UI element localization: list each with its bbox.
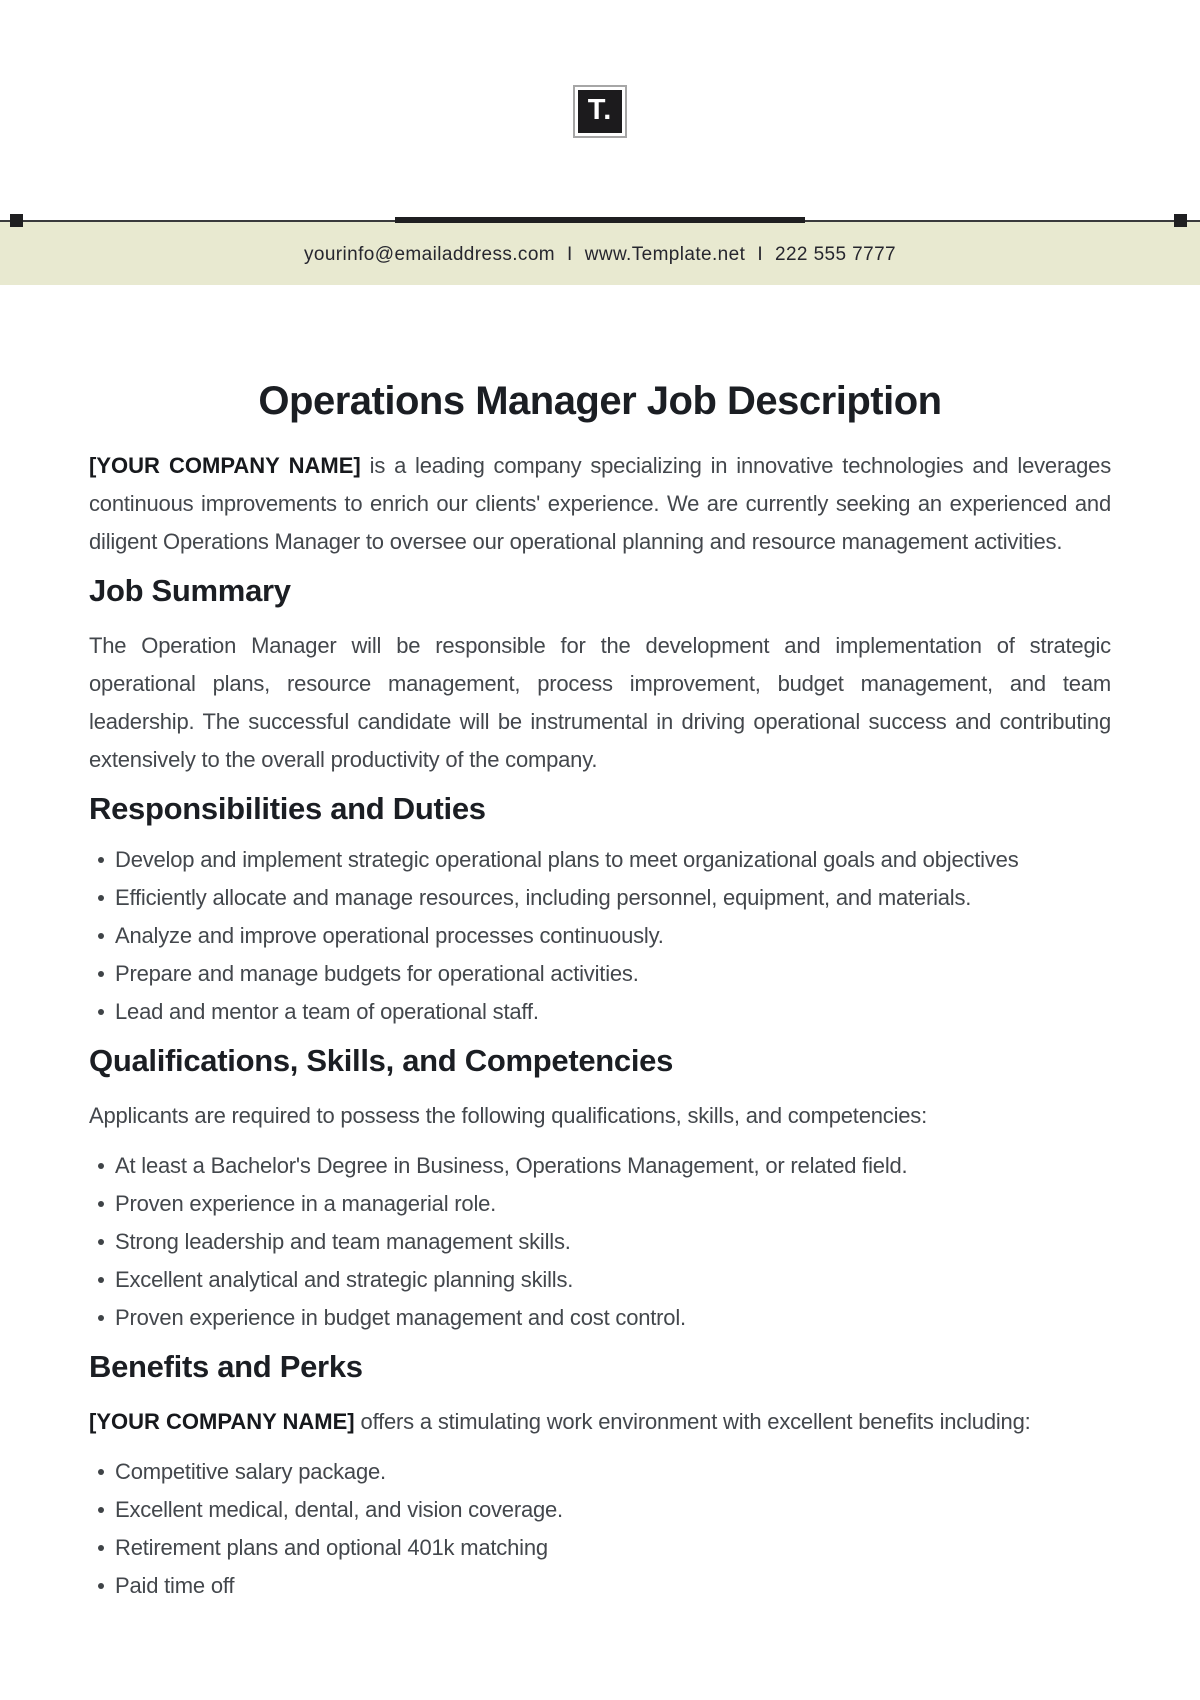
list-item: Strong leadership and team management skills. [89,1223,1111,1261]
contact-separator: I [757,243,763,265]
list-item: Lead and mentor a team of operational staff. [89,993,1111,1031]
list-item: Proven experience in a managerial role. [89,1185,1111,1223]
benefits-paragraph [89,1403,1111,1441]
job-summary-paragraph: The Operation Manager will be responsible for the development and implementation of strategic operational plans, resource management, process improvement, budget management, and team leadership. The successful candidate will be instrumental in driving operational success and contributing extensively to the overall productivity of the company. [89,633,1111,772]
qualifications-paragraph: Applicants are required to possess the following qualifications, skills, and competencies: [89,1103,928,1128]
list-item: Prepare and manage budgets for operational activities. [89,955,1111,993]
list-item: Proven experience in budget management and cost control. [89,1299,1111,1337]
header-rule-accent [395,217,805,223]
list-item: Analyze and improve operational processes continuously. [89,917,1111,955]
list-item: Efficiently allocate and manage resources, including personnel, equipment, and materials. [89,879,1111,917]
contact-email: yourinfo@emailaddress.com [303,243,556,265]
list-item: Competitive salary package. [89,1453,1111,1491]
section-heading-responsibilities: Responsibilities and Duties [89,791,486,826]
qualifications-list [89,1147,1111,1337]
benefits-text: offers a stimulating work environment with excellent benefits including: [354,1409,1031,1434]
company-name-placeholder: [YOUR COMPANY NAME] [89,1409,355,1434]
list-item: Excellent analytical and strategic planning skills. [89,1261,1111,1299]
responsibilities-list [89,841,1111,1031]
document-body [89,285,1111,1605]
contact-bar [0,220,1200,285]
contact-phone: 222 555 7777 [775,243,897,265]
brand-logo [573,85,627,138]
brand-logo-icon: T. [578,90,622,133]
intro-paragraph [89,447,1111,561]
list-item: Develop and implement strategic operational plans to meet organizational goals and objectives [89,841,1111,879]
contact-info [304,242,896,266]
list-item: Retirement plans and optional 401k matching [89,1529,1111,1567]
header-rule-square-left [10,214,23,227]
intro-text: is a leading company specializing in innovative technologies and leverages continuous improvements to enrich our clients' experience. We are currently seeking an experienced and diligent Operations Manager to oversee our operational planning and resource management activities. [89,453,1112,554]
list-item: Excellent medical, dental, and vision coverage. [89,1491,1111,1529]
benefits-list [89,1453,1111,1605]
document-title: Operations Manager Job Description [258,379,942,423]
list-item: Paid time off [89,1567,1111,1605]
section-heading-benefits: Benefits and Perks [89,1349,363,1384]
section-heading-qualifications: Qualifications, Skills, and Competencies [89,1043,674,1078]
section-heading-job-summary: Job Summary [89,573,291,608]
header-rule-square-right [1174,214,1187,227]
contact-separator: I [567,243,573,265]
company-name-placeholder: [YOUR COMPANY NAME] [89,453,361,478]
logo-container [0,85,1200,138]
list-item: At least a Bachelor's Degree in Business, Operations Management, or related field. [89,1147,1111,1185]
contact-website: www.Template.net [584,243,746,265]
